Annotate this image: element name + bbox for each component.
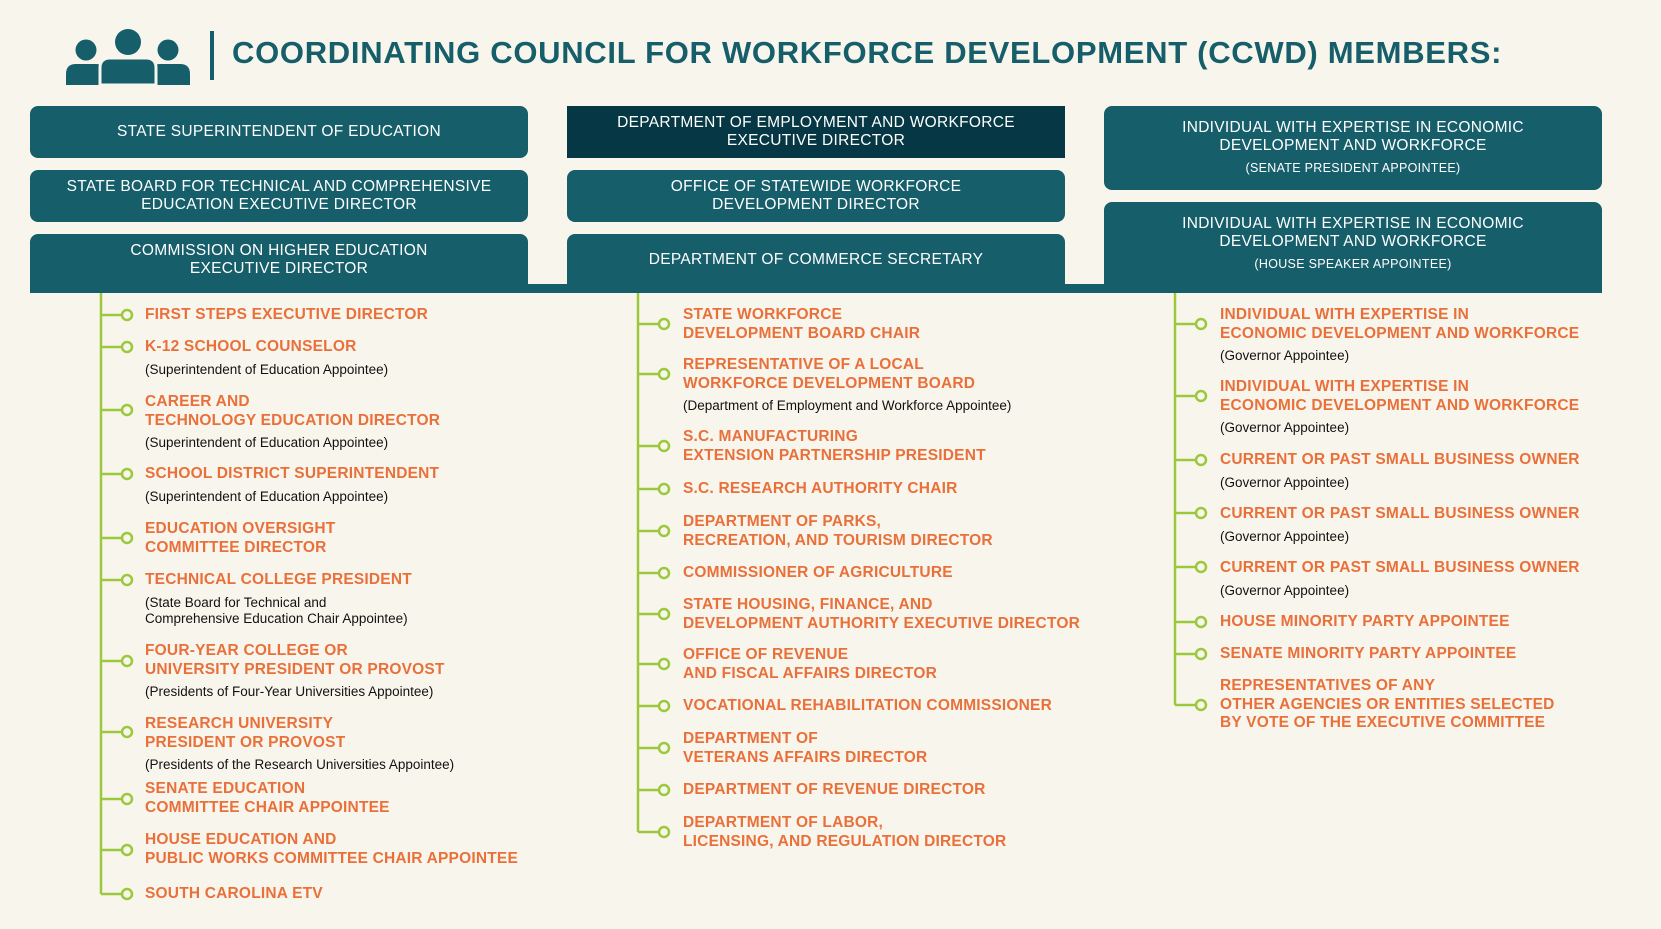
- member-title: SCHOOL DISTRICT SUPERINTENDENT: [145, 465, 440, 482]
- member-note: (Superintendent of Education Appointee): [145, 488, 389, 504]
- member-title: OFFICE OF REVENUE AND FISCAL AFFAIRS DIRECTOR: [683, 646, 937, 682]
- member-item: [145, 885, 323, 904]
- tree-node-ring: [1196, 562, 1206, 572]
- page-title: COORDINATING COUNCIL FOR WORKFORCE DEVELOPMENT (CCWD) MEMBERS:: [232, 35, 1503, 70]
- box-note: (SENATE PRESIDENT APPOINTEE): [1245, 161, 1461, 175]
- tree-node-ring: [659, 743, 669, 753]
- box-label: DEPARTMENT OF EMPLOYMENT AND WORKFORCE EXECUTIVE DIRECTOR: [617, 114, 1015, 149]
- member-item: [1220, 451, 1580, 491]
- member-item: [145, 642, 445, 701]
- tree-node-ring: [122, 342, 132, 352]
- tree-node-ring: [1196, 319, 1206, 329]
- member-item: [683, 814, 1006, 851]
- member-title: CURRENT OR PAST SMALL BUSINESS OWNER: [1220, 559, 1580, 576]
- member-item: [145, 465, 439, 505]
- tree-node-ring: [659, 441, 669, 451]
- member-title: SENATE EDUCATION COMMITTEE CHAIR APPOINTEE: [145, 780, 390, 816]
- tree-node-ring: [122, 310, 132, 320]
- member-note: (State Board for Technical and Comprehensive Education Chair Appointee): [145, 594, 408, 626]
- box-label: DEPARTMENT OF COMMERCE SECRETARY: [648, 251, 984, 268]
- member-note: (Presidents of the Research Universities Appointee): [145, 757, 455, 772]
- member-title: INDIVIDUAL WITH EXPERTISE IN ECONOMIC DEVELOPMENT AND WORKFORCE: [1220, 306, 1580, 342]
- member-item: [683, 697, 1052, 716]
- member-title: EDUCATION OVERSIGHT COMMITTEE DIRECTOR: [145, 520, 336, 556]
- member-item: [683, 564, 953, 583]
- member-item: [683, 428, 986, 465]
- member-item: [1220, 645, 1516, 664]
- member-title: CURRENT OR PAST SMALL BUSINESS OWNER: [1220, 505, 1580, 522]
- member-title: K-12 SCHOOL COUNSELOR: [145, 338, 357, 355]
- box-label: COMMISSION ON HIGHER EDUCATION EXECUTIVE DIRECTOR: [130, 242, 428, 277]
- member-item: [1220, 378, 1579, 437]
- member-note: (Governor Appointee): [1220, 474, 1350, 490]
- tree-node-ring: [122, 889, 132, 899]
- tree-node-ring: [659, 659, 669, 669]
- tree-node-ring: [659, 369, 669, 379]
- member-item: [1220, 306, 1579, 365]
- tree-node-ring: [659, 609, 669, 619]
- box-note: (HOUSE SPEAKER APPOINTEE): [1254, 257, 1452, 271]
- member-item: [145, 338, 388, 378]
- tree-node-ring: [122, 575, 132, 585]
- member-title: VOCATIONAL REHABILITATION COMMISSIONER: [683, 697, 1052, 714]
- member-item: [683, 596, 1080, 633]
- tree-node-ring: [122, 727, 132, 737]
- member-title: SOUTH CAROLINA ETV: [145, 885, 323, 902]
- member-note: (Department of Employment and Workforce Appointee): [683, 398, 1012, 413]
- tree-node-ring: [122, 469, 132, 479]
- member-title: DEPARTMENT OF VETERANS AFFAIRS DIRECTOR: [683, 730, 928, 766]
- member-item: [145, 571, 412, 628]
- member-note: (Governor Appointee): [1220, 582, 1350, 598]
- tree-node-ring: [659, 319, 669, 329]
- tree-node-ring: [659, 568, 669, 578]
- tree-node-ring: [1196, 649, 1206, 659]
- member-title: TECHNICAL COLLEGE PRESIDENT: [145, 571, 412, 588]
- tree-node-ring: [659, 701, 669, 711]
- member-item: [683, 306, 920, 343]
- tree-node-ring: [122, 533, 132, 543]
- member-title: COMMISSIONER OF AGRICULTURE: [683, 564, 953, 581]
- tree-node-ring: [659, 484, 669, 494]
- member-title: FIRST STEPS EXECUTIVE DIRECTOR: [145, 306, 429, 323]
- tree-node-ring: [122, 405, 132, 415]
- member-title: CAREER AND TECHNOLOGY EDUCATION DIRECTOR: [145, 393, 441, 429]
- box-label: STATE BOARD FOR TECHNICAL AND COMPREHENSIVE EDUCATION EXECUTIVE DIRECTOR: [66, 178, 492, 213]
- tree-node-ring: [1196, 391, 1206, 401]
- member-title: FOUR-YEAR COLLEGE OR UNIVERSITY PRESIDENT OR PROVOST: [145, 642, 445, 678]
- member-title: S.C. MANUFACTURING EXTENSION PARTNERSHIP PRESIDENT: [683, 428, 986, 464]
- member-note: (Governor Appointee): [1220, 348, 1350, 363]
- tree-node-ring: [659, 827, 669, 837]
- member-note: (Superintendent of Education Appointee): [145, 361, 389, 377]
- member-title: STATE HOUSING, FINANCE, AND DEVELOPMENT AUTHORITY EXECUTIVE DIRECTOR: [683, 596, 1080, 632]
- member-item: [683, 480, 957, 499]
- member-title: REPRESENTATIVE OF A LOCAL WORKFORCE DEVELOPMENT BOARD: [683, 356, 976, 392]
- box-label: STATE SUPERINTENDENT OF EDUCATION: [117, 123, 441, 140]
- member-item: [145, 393, 440, 452]
- tree-node-ring: [1196, 617, 1206, 627]
- member-item: [683, 513, 993, 550]
- member-title: REPRESENTATIVES OF ANY OTHER AGENCIES OR ENTITIES SELECTED BY VOTE OF THE EXECUTIVE COMMITTEE: [1220, 677, 1555, 731]
- member-title: INDIVIDUAL WITH EXPERTISE IN ECONOMIC DEVELOPMENT AND WORKFORCE: [1220, 378, 1580, 414]
- member-title: S.C. RESEARCH AUTHORITY CHAIR: [683, 480, 958, 497]
- member-title: CURRENT OR PAST SMALL BUSINESS OWNER: [1220, 451, 1580, 468]
- member-note: (Governor Appointee): [1220, 528, 1350, 544]
- box-label: INDIVIDUAL WITH EXPERTISE IN ECONOMIC DEVELOPMENT AND WORKFORCE: [1182, 119, 1524, 154]
- tree-node-ring: [1196, 700, 1206, 710]
- member-item: [1220, 559, 1580, 599]
- member-title: HOUSE MINORITY PARTY APPOINTEE: [1220, 613, 1510, 630]
- member-item: [145, 520, 335, 557]
- member-item: [145, 780, 390, 817]
- tree-node-ring: [122, 794, 132, 804]
- box-label: OFFICE OF STATEWIDE WORKFORCE DEVELOPMENT DIRECTOR: [670, 178, 962, 213]
- member-item: [145, 306, 428, 325]
- member-title: STATE WORKFORCE DEVELOPMENT BOARD CHAIR: [683, 306, 921, 342]
- member-item: [683, 356, 1011, 415]
- member-title: RESEARCH UNIVERSITY PRESIDENT OR PROVOST: [145, 715, 346, 751]
- member-title: HOUSE EDUCATION AND PUBLIC WORKS COMMITTEE CHAIR APPOINTEE: [145, 831, 519, 867]
- member-item: [145, 715, 454, 774]
- member-item: [683, 730, 927, 767]
- tree-node-ring: [659, 526, 669, 536]
- member-item: [683, 781, 986, 800]
- member-item: [1220, 613, 1510, 632]
- tree-node-ring: [1196, 455, 1206, 465]
- tree-node-ring: [659, 785, 669, 795]
- member-item: [1220, 505, 1580, 545]
- member-title: DEPARTMENT OF PARKS, RECREATION, AND TOURISM DIRECTOR: [683, 513, 993, 549]
- member-note: (Superintendent of Education Appointee): [145, 435, 389, 450]
- member-item: [683, 646, 937, 683]
- box-label: INDIVIDUAL WITH EXPERTISE IN ECONOMIC DEVELOPMENT AND WORKFORCE: [1182, 215, 1524, 250]
- member-note: (Governor Appointee): [1220, 420, 1350, 435]
- member-item: [1220, 677, 1555, 733]
- member-title: DEPARTMENT OF LABOR, LICENSING, AND REGULATION DIRECTOR: [683, 814, 1007, 850]
- tree-node-ring: [122, 845, 132, 855]
- member-title: SENATE MINORITY PARTY APPOINTEE: [1220, 645, 1517, 662]
- member-title: DEPARTMENT OF REVENUE DIRECTOR: [683, 781, 986, 798]
- tree-node-ring: [1196, 508, 1206, 518]
- tree-node-ring: [122, 656, 132, 666]
- member-item: [145, 831, 518, 868]
- member-note: (Presidents of Four-Year Universities Appointee): [145, 684, 434, 699]
